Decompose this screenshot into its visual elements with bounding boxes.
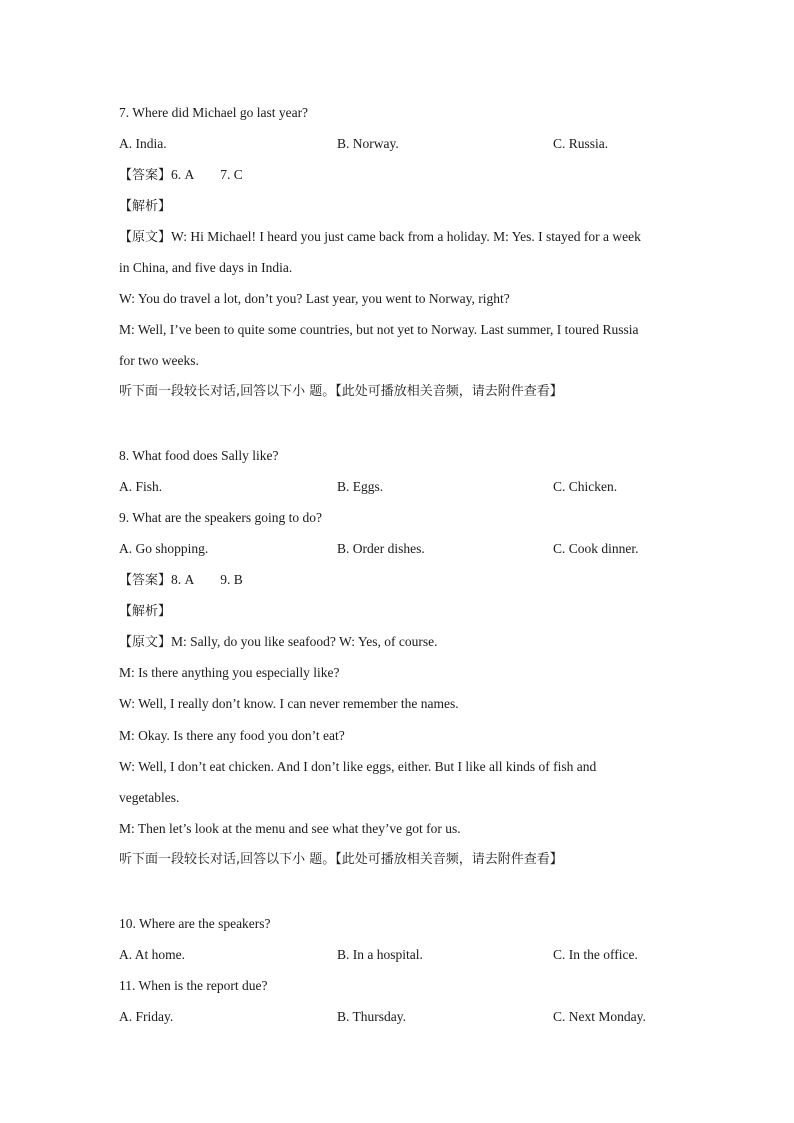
transcript-tag: 【原文】 xyxy=(119,230,172,245)
transcript-2-line-3: W: Well, I really don’t know. I can never remember the names. xyxy=(119,696,459,711)
transcript-2-line-7: M: Then let’s look at the menu and see what they’ve got for us. xyxy=(119,821,461,836)
transcript-1-line-2: in China, and five days in India. xyxy=(119,260,293,275)
analysis-tag: 【解析】 xyxy=(119,199,172,214)
transcript-text: W: Hi Michael! I heard you just came back from a holiday. M: Yes. I stayed for a week xyxy=(171,229,641,244)
analysis-line-2 xyxy=(119,602,171,621)
transcript-2-line-4: M: Okay. Is there any food you don’t eat? xyxy=(119,728,345,743)
question-10: 10. Where are the speakers? xyxy=(119,916,271,931)
answer-line-2 xyxy=(119,571,243,590)
q8-option-a: A. Fish. xyxy=(119,479,163,494)
transcript-1-line-5: for two weeks. xyxy=(119,353,199,368)
q7-option-a: A. India. xyxy=(119,136,167,151)
answer-6: 6. A xyxy=(171,167,195,182)
q7-option-b: B. Norway. xyxy=(337,136,399,151)
q11-option-b: B. Thursday. xyxy=(337,1009,406,1024)
answer-tag: 【答案】 xyxy=(119,168,172,183)
q10-option-b: B. In a hospital. xyxy=(337,947,423,962)
transcript-2-line-5: W: Well, I don’t eat chicken. And I don’t like eggs, either. But I like all kinds of fish and xyxy=(119,759,597,774)
answer-7: 7. C xyxy=(220,167,243,182)
q8-option-b: B. Eggs. xyxy=(337,479,384,494)
q11-option-c: C. Next Monday. xyxy=(553,1009,646,1024)
q8-option-c: C. Chicken. xyxy=(553,479,618,494)
answer-tag: 【答案】 xyxy=(119,573,172,588)
transcript-2-line-6: vegetables. xyxy=(119,790,180,805)
question-9: 9. What are the speakers going to do? xyxy=(119,510,322,525)
q9-option-c: C. Cook dinner. xyxy=(553,541,639,556)
transcript-1-line-4: M: Well, I’ve been to quite some countries, but not yet to Norway. Last summer, I toured Russia xyxy=(119,322,639,337)
q9-option-a: A. Go shopping. xyxy=(119,541,209,556)
analysis-tag: 【解析】 xyxy=(119,604,172,619)
q10-option-c: C. In the office. xyxy=(553,947,638,962)
q10-option-a: A. At home. xyxy=(119,947,185,962)
q7-option-c: C. Russia. xyxy=(553,136,609,151)
q9-option-b: B. Order dishes. xyxy=(337,541,425,556)
listen-instruction-2: 听下面一段较长对话,回答以下小 题。【此处可播放相关音频，请去附件查看】 xyxy=(119,852,563,867)
q11-option-a: A. Friday. xyxy=(119,1009,174,1024)
question-7: 7. Where did Michael go last year? xyxy=(119,105,309,120)
transcript-tag: 【原文】 xyxy=(119,635,172,650)
transcript-text: M: Sally, do you like seafood? W: Yes, of course. xyxy=(171,634,438,649)
transcript-1-line-1 xyxy=(119,228,641,247)
answer-8: 8. A xyxy=(171,572,195,587)
transcript-1-line-3: W: You do travel a lot, don’t you? Last year, you went to Norway, right? xyxy=(119,291,510,306)
transcript-2-line-1 xyxy=(119,633,437,652)
answer-line-1 xyxy=(119,166,243,185)
analysis-line-1 xyxy=(119,197,171,216)
listen-instruction-1: 听下面一段较长对话,回答以下小 题。【此处可播放相关音频，请去附件查看】 xyxy=(119,384,563,399)
answer-9: 9. B xyxy=(220,572,243,587)
question-8: 8. What food does Sally like? xyxy=(119,448,279,463)
transcript-2-line-2: M: Is there anything you especially like? xyxy=(119,665,340,680)
question-11: 11. When is the report due? xyxy=(119,978,268,993)
